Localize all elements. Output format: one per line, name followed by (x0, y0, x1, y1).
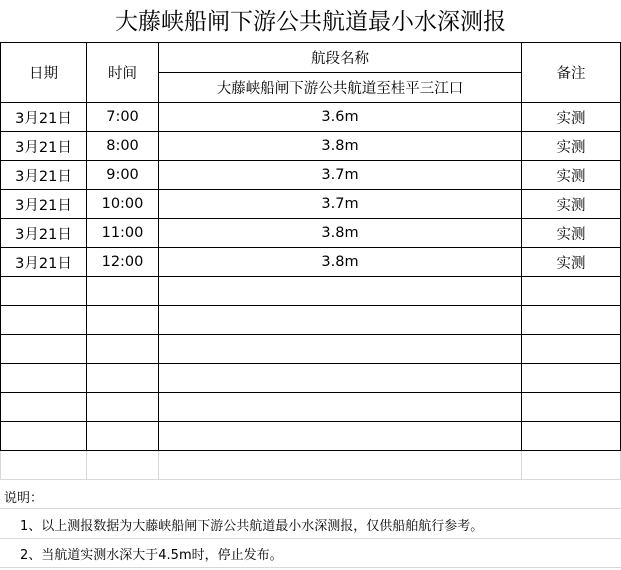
row-remark: 实测 (522, 103, 621, 132)
note-line-2: 2、当航道实测水深大于4.5m时，停止发布。 (20, 548, 283, 563)
table-row (1, 161, 621, 190)
row-remark: 实测 (522, 248, 621, 277)
divider (0, 538, 621, 539)
notes-label: 说明： (4, 491, 44, 506)
row-depth: 3.8m (159, 219, 522, 248)
empty-row (1, 393, 621, 422)
row-remark: 实测 (522, 219, 621, 248)
row-time: 9:00 (87, 161, 159, 190)
row-remark: 实测 (522, 161, 621, 190)
empty-row (1, 364, 621, 393)
row-remark: 实测 (522, 190, 621, 219)
row-depth: 3.7m (159, 190, 522, 219)
header-section: 航段名称 (159, 43, 522, 73)
table-row (1, 190, 621, 219)
row-date: 3月21日 (1, 132, 87, 161)
table-row (1, 248, 621, 277)
row-depth: 3.8m (159, 132, 522, 161)
row-date: 3月21日 (1, 161, 87, 190)
header-remark: 备注 (522, 43, 621, 103)
empty-row (1, 451, 621, 480)
row-time: 10:00 (87, 190, 159, 219)
table-row (1, 219, 621, 248)
empty-row (1, 277, 621, 306)
header-date: 日期 (1, 43, 87, 103)
row-date: 3月21日 (1, 190, 87, 219)
report-title: 大藤峡船闸下游公共航道最小水深测报 (115, 9, 506, 35)
row-time: 7:00 (87, 103, 159, 132)
note-line-1: 1、以上测报数据为大藤峡船闸下游公共航道最小水深测报，仅供船舶航行参考。 (20, 519, 484, 534)
row-date: 3月21日 (1, 219, 87, 248)
row-time: 11:00 (87, 219, 159, 248)
header-time: 时间 (87, 43, 159, 103)
row-depth: 3.8m (159, 248, 522, 277)
table-row (1, 103, 621, 132)
depth-table (0, 42, 621, 480)
row-date: 3月21日 (1, 103, 87, 132)
row-time: 12:00 (87, 248, 159, 277)
row-remark: 实测 (522, 132, 621, 161)
empty-row (1, 335, 621, 364)
empty-row (1, 422, 621, 451)
row-depth: 3.7m (159, 161, 522, 190)
row-time: 8:00 (87, 132, 159, 161)
row-date: 3月21日 (1, 248, 87, 277)
header-section-name: 大藤峡船闸下游公共航道至桂平三江口 (159, 73, 522, 103)
divider (0, 567, 621, 568)
divider (0, 508, 621, 509)
table-row (1, 132, 621, 161)
row-depth: 3.6m (159, 103, 522, 132)
empty-row (1, 306, 621, 335)
